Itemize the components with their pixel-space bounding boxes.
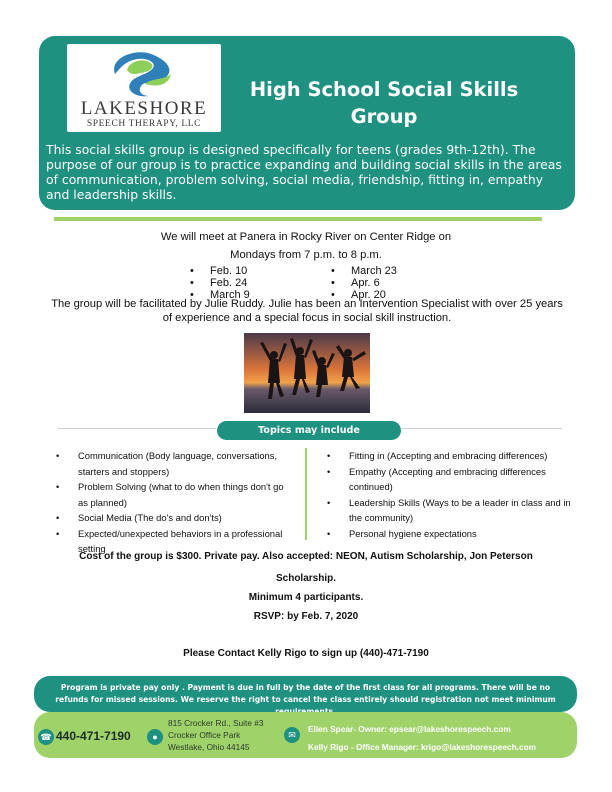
date-item: • Feb. 24 [190,277,250,289]
group-description: This social skills group is designed specifically for teens (grades 9th-12th). The purpose of our group is to practice expanding and building social skills in the areas of communication, problem solving, social media, friendship, fitting in, empathy and leadership skills. [46,142,562,202]
company-logo [67,44,221,132]
logo-swirl-icon [105,48,183,98]
topic-item: • Expected/unexpected behaviors in a professional setting [56,526,296,557]
address-line: 815 Crocker Rd., Suite #3 [168,718,264,728]
envelope-icon: ✉ [284,727,300,743]
address-block [168,717,263,753]
meeting-location: We will meet at Panera in Rocky River on Center Ridge on [160,231,452,243]
topics-rule-left [58,428,216,429]
topics-rule-right [402,428,562,429]
divider-rule [54,217,542,221]
date-item: • Apr. 6 [331,277,397,289]
date-item: • March 23 [331,265,397,277]
rsvp-deadline: RSVP: by Feb. 7, 2020 [253,611,359,622]
topics-list-right [327,448,577,541]
email-office-manager[interactable]: Kelly Rigo - Office Manager: krigo@lakeshorespeech.com [308,742,537,752]
date-item: • Feb. 10 [190,265,250,277]
cost-line: Cost of the group is $300. Private pay. Also accepted: NEON, Autism Scholarship, Jon Peterson [79,551,533,562]
address-line: Westlake, Ohio 44145 [168,742,250,752]
address-line: Crocker Office Park [168,730,241,740]
topic-item: • Social Media (The do's and don'ts) [56,510,296,526]
page-title: High School Social Skills Group [249,78,519,128]
meeting-time: Mondays from 7 p.m. to 8 p.m. [230,249,382,261]
logo-subtitle: SPEECH THERAPY, LLC [86,119,202,129]
topic-item: • Communication (Body language, conversations, starters and stoppers) [56,448,296,479]
topics-heading: Topics may include [217,421,401,440]
dates-list-left [190,265,250,301]
date-item: • March 9 [190,289,250,301]
logo-name: LAKESHORE [80,98,208,119]
cost-line-continued: Scholarship. [275,573,336,584]
email-owner[interactable]: Ellen Spear- Owner: epsear@lakeshorespeech.com [308,724,511,734]
header-banner [39,36,575,210]
minimum-participants: Minimum 4 participants. [248,592,364,603]
topics-divider [305,448,307,540]
topic-item: • Leadership Skills (Ways to be a leader in class and in the community) [327,495,577,526]
topics-list-left [56,448,296,557]
email-block [308,720,536,756]
sunset-teens-photo [244,333,370,413]
facilitator-note: The group will be facilitated by Julie Ruddy. Julie has been an Intervention Specialist with over 25 years of experience and a special focus in social skill instruction. [51,298,563,324]
dates-list-right [331,265,397,301]
phone-icon: ☎ [38,729,54,745]
contact-line: Please Contact Kelly Rigo to sign up (440)-471-7190 [183,648,429,659]
topic-item: • Empathy (Accepting and embracing differences continued) [327,464,577,495]
topic-item: • Fitting in (Accepting and embracing differences) [327,448,577,464]
map-pin-icon: ● [147,729,163,745]
topic-item: • Personal hygiene expectations [327,526,577,542]
date-item: • Apr. 20 [331,289,397,301]
policy-banner: Program is private pay only . Payment is due in full by the date of the first class for all programs. There will be no refunds for missed sessions. We reserve the right to cancel the class entirely should registration not meet minimum [34,676,577,712]
contact-banner [34,712,577,758]
phone-number[interactable]: 440-471-7190 [56,729,131,743]
topic-item: • Problem Solving (what to do when things don't go as planned) [56,479,296,510]
